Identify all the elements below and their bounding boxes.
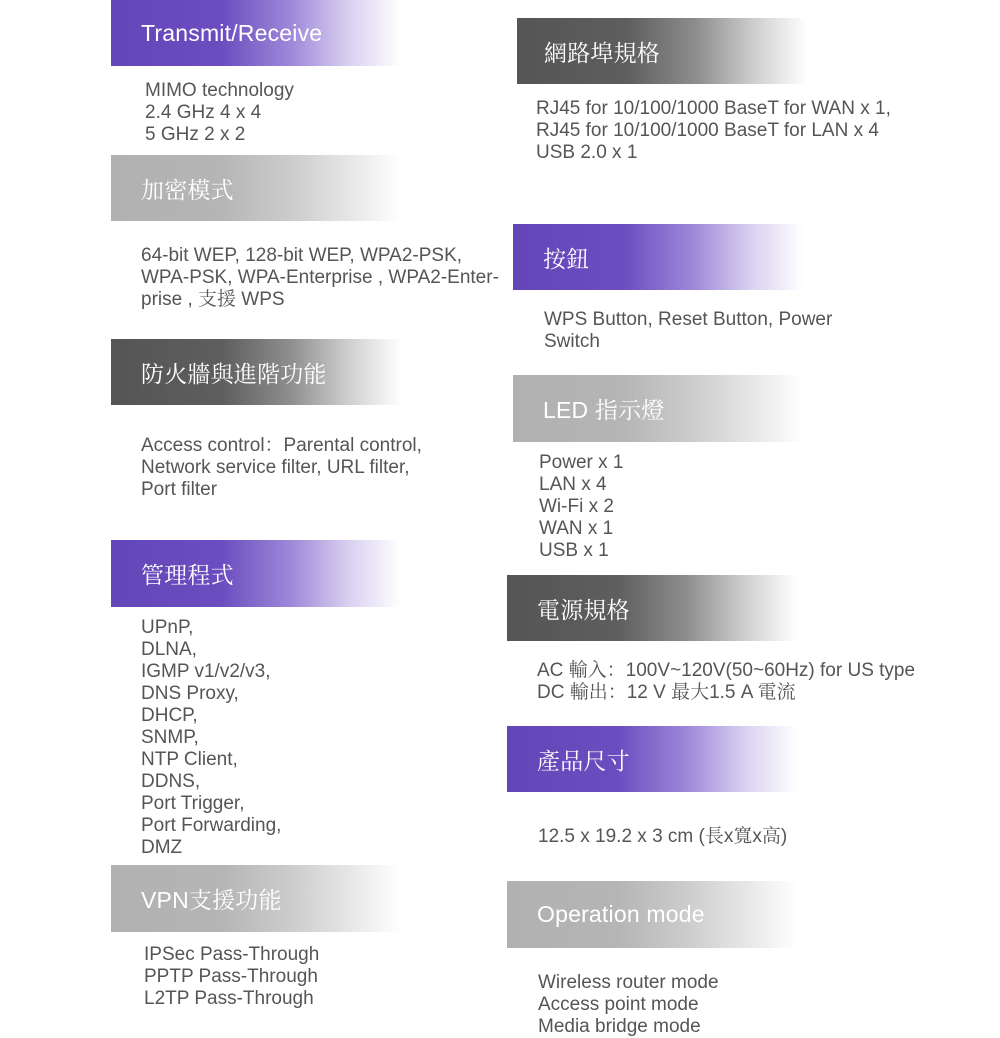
section-body-dimensions: [538, 826, 787, 848]
spec-line: USB x 1: [539, 540, 609, 561]
section-body-network-ports: [536, 98, 891, 164]
section-body-power: [537, 660, 915, 704]
spec-line: AC 輸入：100V~120V(50~60Hz) for US type: [537, 660, 916, 681]
section-title: 加密模式: [141, 176, 234, 203]
spec-line: DLNA,: [141, 639, 197, 660]
section-body-transmit-receive: [145, 80, 294, 146]
spec-line: Port Forwarding,: [141, 815, 282, 836]
spec-line: Wi-Fi x 2: [539, 496, 614, 517]
spec-line: MIMO technology: [145, 80, 294, 101]
section-header-encryption: [111, 155, 401, 221]
spec-line: UPnP,: [141, 617, 194, 638]
spec-line: 64-bit WEP, 128-bit WEP, WPA2-PSK,: [141, 245, 463, 266]
spec-line: RJ45 for 10/100/1000 BaseT for LAN x 4: [536, 120, 879, 141]
section-title: 防火牆與進階功能: [141, 360, 327, 387]
spec-line: WAN x 1: [539, 518, 614, 539]
section-title: Transmit/Receive: [141, 19, 323, 46]
spec-line: PPTP Pass-Through: [144, 966, 318, 987]
spec-line: LAN x 4: [539, 474, 607, 495]
section-body-buttons: [544, 309, 832, 353]
section-body-operation-mode: [538, 972, 719, 1038]
spec-line: Switch: [544, 331, 600, 352]
section-header-vpn: [111, 865, 401, 932]
section-title: 網路埠規格: [544, 39, 660, 66]
spec-line: DC 輸出：12 V 最大1.5 A 電流: [537, 682, 796, 703]
spec-line: Port filter: [141, 479, 218, 500]
spec-line: USB 2.0 x 1: [536, 142, 638, 163]
section-header-operation-mode: [507, 881, 797, 948]
section-header-management: [111, 540, 401, 607]
spec-line: L2TP Pass-Through: [144, 988, 314, 1009]
section-title: 產品尺寸: [537, 747, 630, 774]
section-body-firewall: [141, 435, 422, 501]
spec-line: Wireless router mode: [538, 972, 719, 993]
section-body-led: [539, 452, 623, 562]
section-title: 按鈕: [543, 245, 590, 272]
spec-line: DMZ: [141, 837, 183, 858]
spec-line: Power x 1: [539, 452, 624, 473]
section-header-transmit-receive: [111, 0, 401, 66]
spec-line: prise , 支援 WPS: [141, 289, 285, 310]
spec-line: WPA-PSK, WPA-Enterprise , WPA2-Enter-: [141, 267, 499, 288]
spec-line: DHCP,: [141, 705, 198, 726]
spec-line: Media bridge mode: [538, 1016, 701, 1037]
spec-line: DNS Proxy,: [141, 683, 239, 704]
section-header-firewall: [111, 339, 401, 405]
section-title: LED 指示燈: [543, 397, 665, 423]
spec-line: Network service filter, URL filter,: [141, 457, 410, 478]
section-title: VPN支援功能: [141, 887, 282, 913]
section-header-led: [513, 375, 803, 442]
spec-line: Port Trigger,: [141, 793, 245, 814]
spec-line: IGMP v1/v2/v3,: [141, 661, 271, 682]
section-header-network-ports: [517, 18, 807, 84]
section-title: Operation mode: [537, 901, 705, 927]
spec-line: 5 GHz 2 x 2: [145, 124, 246, 145]
spec-line: Access control：Parental control,: [141, 435, 422, 456]
spec-line: 12.5 x 19.2 x 3 cm (長x寬x高): [538, 826, 788, 847]
section-header-dimensions: [507, 726, 797, 792]
spec-line: WPS Button, Reset Button, Power: [544, 309, 833, 330]
spec-line: SNMP,: [141, 727, 199, 748]
spec-line: NTP Client,: [141, 749, 238, 770]
section-title: 管理程式: [141, 562, 234, 588]
spec-line: DDNS,: [141, 771, 201, 792]
section-body-management: [141, 617, 281, 859]
section-header-power: [507, 575, 797, 641]
section-body-encryption: [141, 245, 499, 311]
spec-line: IPSec Pass-Through: [144, 944, 320, 965]
spec-line: 2.4 GHz 4 x 4: [145, 102, 262, 123]
section-body-vpn: [144, 944, 319, 1010]
spec-line: Access point mode: [538, 994, 699, 1015]
section-header-buttons: [513, 224, 803, 290]
spec-line: RJ45 for 10/100/1000 BaseT for WAN x 1,: [536, 98, 891, 119]
section-title: 電源規格: [537, 596, 630, 623]
